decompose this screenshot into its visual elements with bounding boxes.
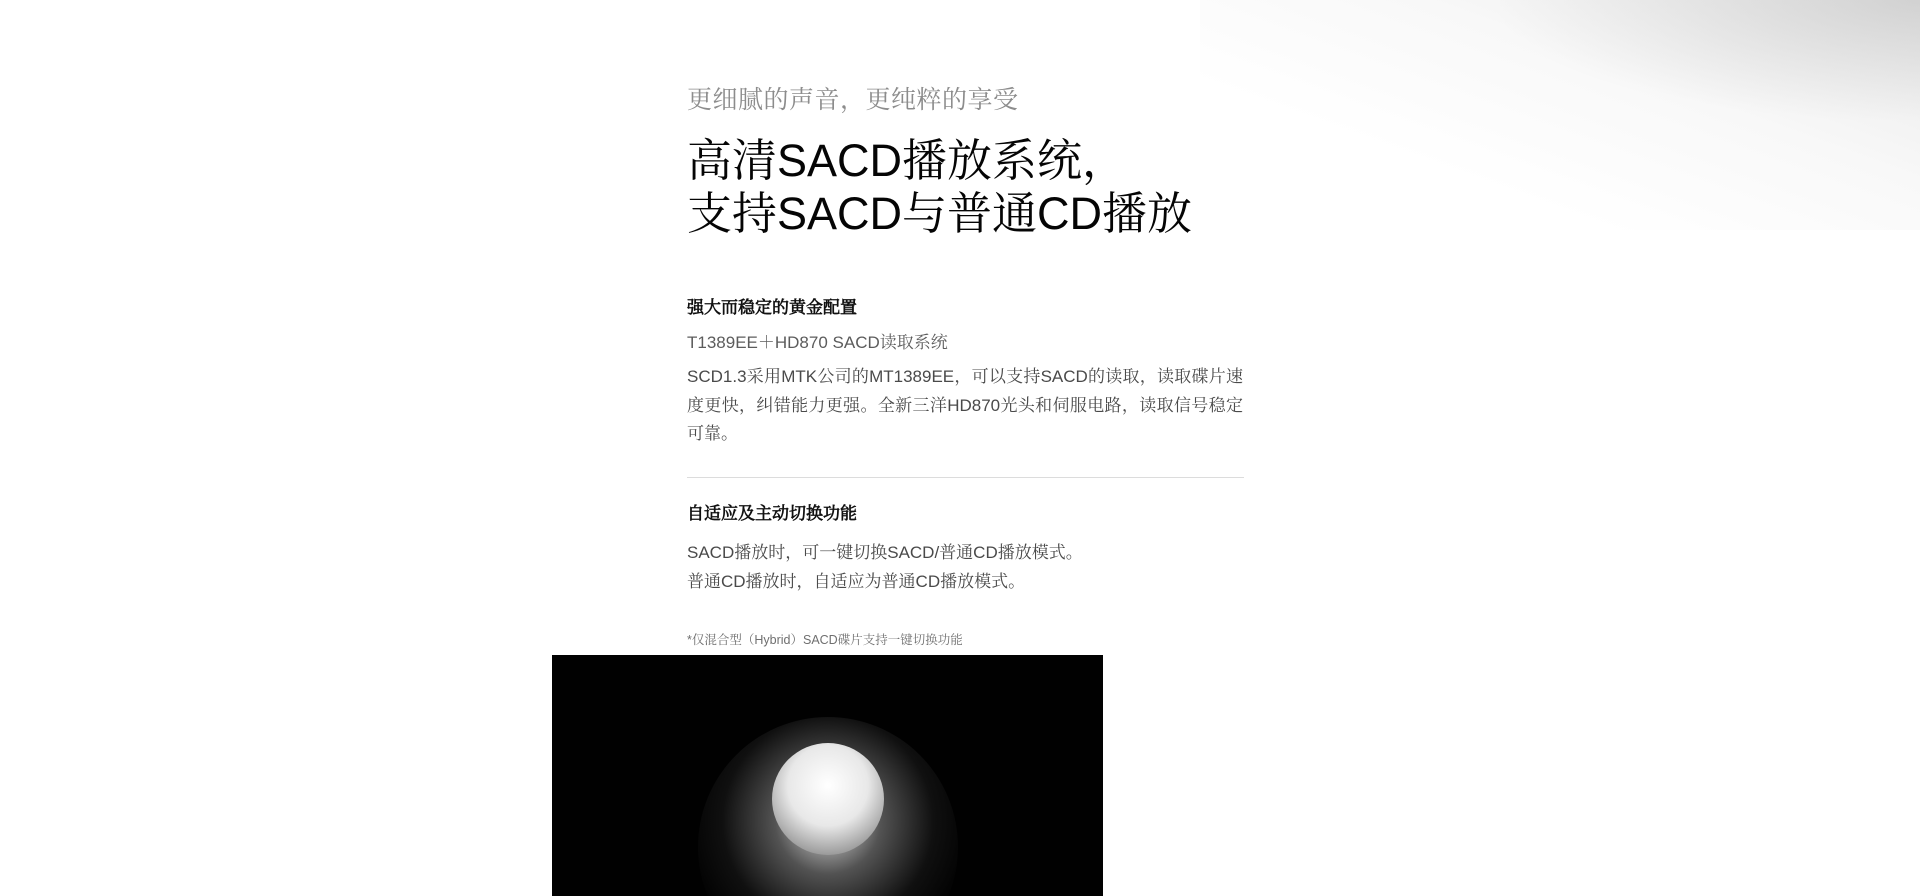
- content-column: [687, 0, 1247, 650]
- spacer: [687, 449, 1247, 477]
- top-right-gradient-decoration-inner: [1500, 0, 1920, 120]
- page-title-line-2: 支持SACD与普通CD播放: [687, 188, 1193, 240]
- top-right-gradient-decoration: [1200, 0, 1920, 230]
- feature-two-line-2: 普通CD播放时，自适应为普通CD播放模式。: [687, 572, 1026, 592]
- spacer: [687, 597, 1247, 630]
- page-title-line-1: 高清SACD播放系统，: [687, 135, 1128, 187]
- feature-two-title: 自适应及主动切换功能: [687, 503, 857, 523]
- product-image-panel: [552, 655, 1103, 896]
- disc-image: [772, 743, 884, 855]
- spacer: [687, 478, 1247, 501]
- feature-two-line-1: SACD播放时，可一键切换SACD/普通CD播放模式。: [687, 543, 1083, 563]
- feature-one-body: SCD1.3采用MTK公司的MT1389EE，可以支持SACD的读取，读取碟片速度更快，纠错能力更强。全新三洋HD870光头和伺服电路，读取信号稳定可靠。: [687, 367, 1243, 444]
- page-title: [687, 116, 1247, 240]
- feature-one-subtitle: T1389EE＋HD870 SACD读取系统: [687, 332, 948, 352]
- eyebrow-text: 更细腻的声音，更纯粹的享受: [687, 86, 1019, 114]
- spacer: [687, 240, 1247, 295]
- spacer: [687, 526, 1247, 539]
- feature-section-two: [687, 501, 1247, 650]
- feature-one-title: 强大而稳定的黄金配置: [687, 298, 857, 318]
- feature-section-one: [687, 295, 1247, 448]
- feature-two-footnote: *仅混合型（Hybrid）SACD碟片支持一键切换功能: [687, 633, 963, 648]
